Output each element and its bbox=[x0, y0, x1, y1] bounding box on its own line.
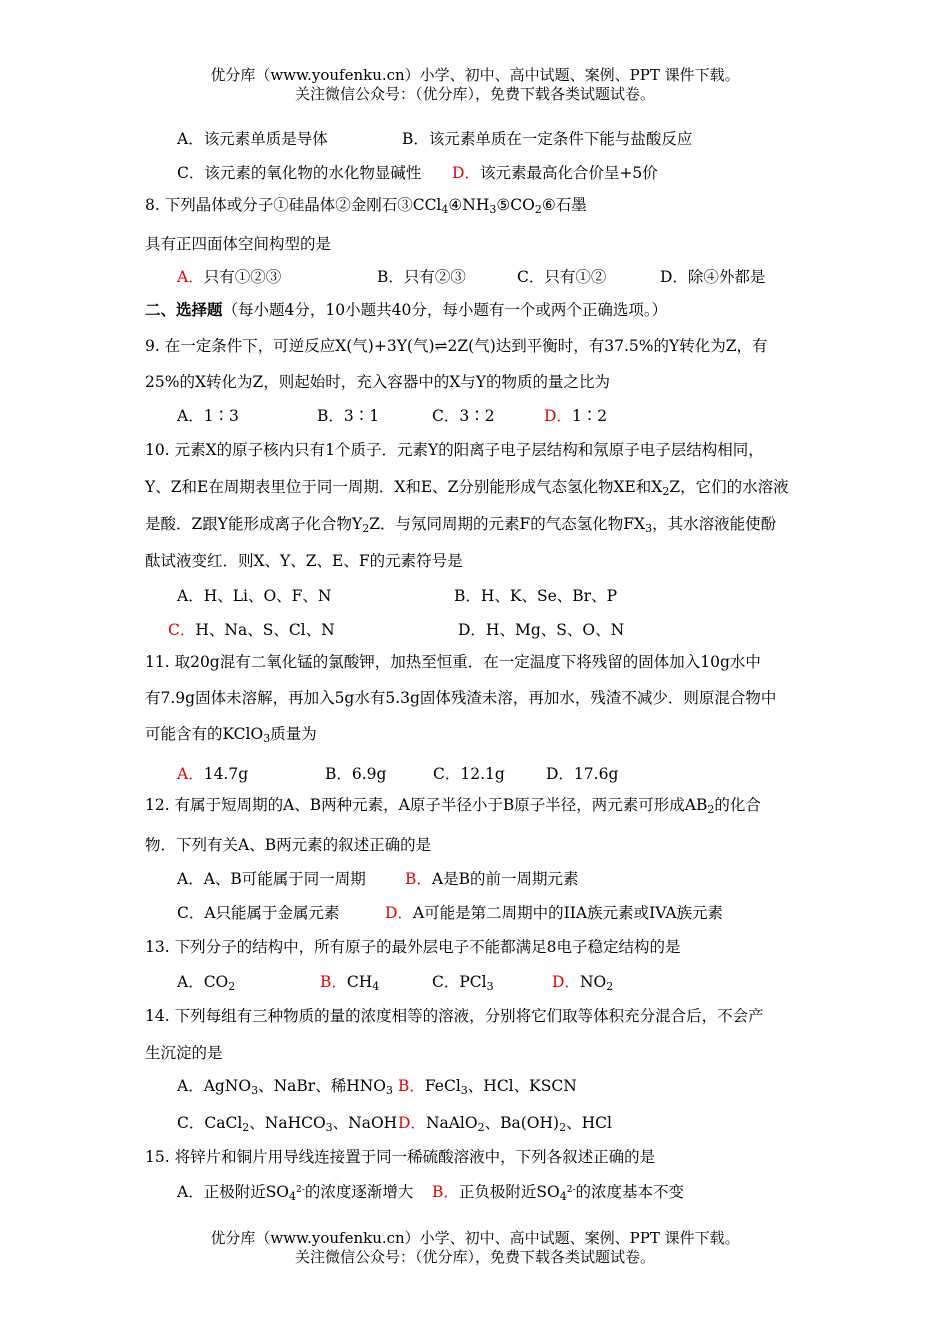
q14-text: 、Ba(OH) bbox=[484, 1114, 560, 1132]
q8-stem-text: 8. 下列晶体或分子①硅晶体②金刚石③CCl bbox=[145, 196, 442, 214]
q13-stem: 13. 下列分子的结构中，所有原子的最外层电子不能都满足8电子稳定结构的是 bbox=[145, 938, 681, 956]
q15-text: 正负极附近SO bbox=[458, 1183, 560, 1201]
footer-line-2: 关注微信公众号：（优分库），免费下载各类试题试卷。 bbox=[294, 1248, 655, 1266]
q11-option-b: B．6.9g bbox=[325, 765, 387, 783]
q8-stem-text: ⑤CO bbox=[496, 196, 535, 214]
q12-option-d bbox=[385, 901, 723, 923]
q9-stem bbox=[145, 334, 768, 356]
q13-option-a bbox=[177, 970, 235, 993]
q14-stem-line-1: 14. 下列每组有三种物质的量的浓度相等的溶液，分别将它们取等体积充分混合后，不会产 bbox=[145, 1007, 764, 1025]
q8-option-a bbox=[177, 265, 281, 287]
q15-text: A．正极附近SO bbox=[177, 1183, 290, 1201]
q13-option-b-text: CH bbox=[346, 973, 373, 991]
q14-text: 、HCl、KSCN bbox=[467, 1077, 577, 1095]
subscript: 2 bbox=[707, 803, 715, 816]
q7-option-b: B．该元素单质在一定条件下能与盐酸反应 bbox=[402, 130, 693, 148]
q15-option-b bbox=[432, 1180, 684, 1203]
subscript: 2 bbox=[559, 1121, 567, 1134]
q8-answer-marker: A． bbox=[177, 268, 204, 286]
subscript: 3 bbox=[486, 980, 494, 993]
subscript: 2 bbox=[534, 203, 542, 216]
q10-stem-line-1: 10. 元素X的原子核内只有1个质子．元素Y的阳离子电子层结构和氖原子电子层结构相同， bbox=[145, 441, 764, 459]
q13-option-c bbox=[432, 970, 494, 993]
superscript: 2- bbox=[296, 1185, 305, 1195]
q8-option-d: D．除④外都是 bbox=[660, 268, 766, 286]
q14-text: C．CaCl bbox=[177, 1114, 243, 1132]
subscript: 4 bbox=[441, 203, 449, 216]
q11-answer-marker: A． bbox=[177, 765, 204, 783]
header-line-2: 关注微信公众号：（优分库），免费下载各类试题试卷。 bbox=[294, 85, 655, 103]
q11-option-a-text: 14.7g bbox=[203, 765, 249, 783]
section-2-title: 二、选择题 bbox=[145, 300, 223, 319]
q9-stem-line-2: 25%的X转化为Z，则起始时，充入容器中的X与Y的物质的量之比为 bbox=[145, 373, 611, 391]
section-2-heading bbox=[145, 298, 667, 320]
q12-text: 的化合 bbox=[714, 796, 761, 814]
q14-text: A．AgNO bbox=[177, 1077, 252, 1095]
q14-answer-marker-d: D． bbox=[398, 1114, 426, 1132]
q13-option-d bbox=[552, 970, 613, 993]
q13-answer-marker-b: B． bbox=[320, 973, 347, 991]
subscript: 3 bbox=[460, 1084, 468, 1097]
subscript: 2 bbox=[362, 522, 370, 535]
subscript: 2 bbox=[242, 1121, 250, 1134]
q8-stem bbox=[145, 193, 587, 216]
q11-stem-line-1: 11. 取20g混有二氧化锰的氯酸钾，加热至恒重．在一定温度下将残留的固体加入10g水中 bbox=[145, 653, 761, 671]
q13-answer-marker-d: D． bbox=[552, 973, 580, 991]
q10-option-a: A．H、Li、O、F、N bbox=[177, 587, 332, 605]
q14-option-d bbox=[398, 1111, 612, 1134]
subscript: 2 bbox=[228, 980, 236, 993]
section-2-note: （每小题4分，10小题共40分，每小题有一个或两个正确选项。） bbox=[222, 301, 668, 319]
page-footer bbox=[0, 1229, 950, 1267]
q7-answer-marker: D． bbox=[452, 164, 480, 182]
superscript: 2- bbox=[566, 1185, 576, 1195]
q14-text: 、NaBr、稀HNO bbox=[258, 1077, 386, 1095]
q14-text: 、HCl bbox=[566, 1114, 612, 1132]
q12-stem-line-1 bbox=[145, 793, 761, 816]
q15-answer-marker: B． bbox=[432, 1183, 459, 1201]
q10-text: Z．与氖同周期的元素F的气态氢化物FX bbox=[369, 515, 646, 533]
q8-option-c: C．只有①② bbox=[517, 268, 607, 286]
page-header bbox=[0, 66, 950, 104]
q7-option-a: A．该元素单质是导体 bbox=[177, 130, 328, 148]
q8-stem-line-2: 具有正四面体空间构型的是 bbox=[145, 235, 332, 253]
q11-option-c: C．12.1g bbox=[433, 765, 505, 783]
q7-option-d-text: 该元素最高化合价呈+5价 bbox=[479, 164, 658, 182]
subscript: 3 bbox=[263, 732, 271, 745]
q10-option-b: B．H、K、Se、Br、P bbox=[454, 587, 618, 605]
q15-text: 的浓度基本不变 bbox=[575, 1183, 685, 1201]
q12-option-c: C．A只能属于金属元素 bbox=[177, 904, 340, 922]
q12-text: 12. 有属于短周期的A、B两种元素，A原子半径小于B原子半径，两元素可形成AB bbox=[145, 796, 708, 814]
subscript: 3 bbox=[251, 1084, 259, 1097]
q8-stem-text: ④NH bbox=[448, 196, 490, 214]
subscript: 2 bbox=[662, 485, 670, 498]
subscript: 3 bbox=[385, 1084, 393, 1097]
footer-line-1: 优分库（www.youfenku.cn）小学、初中、高中试题、案例、PPT 课件下载。 bbox=[210, 1229, 740, 1247]
q9-stem-text: 2Z(气)达到平衡时，有37.5%的Y转化为Z，有 bbox=[447, 337, 768, 355]
q15-option-a bbox=[177, 1180, 413, 1203]
q8-stem-text: ⑥石墨 bbox=[541, 196, 587, 214]
q10-stem-line-4: 酞试液变红．则X、Y、Z、E、F的元素符号是 bbox=[145, 552, 463, 570]
q12-answer-marker-b: B． bbox=[405, 870, 432, 888]
q10-text: Z，它们的水溶液 bbox=[669, 478, 789, 496]
q12-option-d-text: A可能是第二周期中的IIA族元素或IVA族元素 bbox=[412, 904, 724, 922]
q14-option-a bbox=[177, 1074, 393, 1097]
subscript: 3 bbox=[325, 1121, 333, 1134]
q11-stem-line-2: 有7.9g固体未溶解，再加入5g水有5.3g固体残渣未溶，再加水，残渣不减少．则原混合物中 bbox=[145, 689, 777, 707]
q9-option-b: B．3∶1 bbox=[317, 407, 380, 425]
q8-option-a-text: 只有①②③ bbox=[203, 268, 282, 286]
subscript: 3 bbox=[489, 203, 497, 216]
q15-text: 的浓度逐渐增大 bbox=[304, 1183, 414, 1201]
q10-text: 是酸．Z跟Y能形成离子化合物Y bbox=[145, 515, 363, 533]
q10-text: ，其水溶液能使酚 bbox=[652, 515, 777, 533]
q8-option-b: B．只有②③ bbox=[377, 268, 466, 286]
q10-option-c bbox=[168, 618, 335, 640]
q11-option-d: D．17.6g bbox=[546, 765, 619, 783]
q10-answer-marker: C． bbox=[168, 621, 196, 639]
q13-option-c-text: C．PCl bbox=[432, 973, 487, 991]
q13-option-a-text: A．CO bbox=[177, 973, 229, 991]
subscript: 2 bbox=[477, 1121, 485, 1134]
q11-stem-line-3 bbox=[145, 722, 317, 745]
q12-answer-marker-d: D． bbox=[385, 904, 413, 922]
q13-option-d-text: NO bbox=[579, 973, 607, 991]
q15-stem: 15. 将锌片和铜片用导线连接置于同一稀硫酸溶液中，下列各叙述正确的是 bbox=[145, 1148, 656, 1166]
q12-option-b bbox=[405, 867, 578, 889]
subscript: 3 bbox=[645, 522, 653, 535]
subscript: 4 bbox=[372, 980, 380, 993]
q10-option-d: D．H、Mg、S、O、N bbox=[458, 621, 625, 639]
header-line-1: 优分库（www.youfenku.cn）小学、初中、高中试题、案例、PPT 课件下载。 bbox=[210, 66, 740, 84]
q10-option-c-text: H、Na、S、Cl、N bbox=[195, 621, 335, 639]
q10-stem-line-2 bbox=[145, 475, 789, 498]
q10-text: Y、Z和E在周期表里位于同一周期．X和E、Z分别能形成气态氢化物XE和X bbox=[145, 478, 663, 496]
q10-stem-line-3 bbox=[145, 512, 776, 535]
q14-text: 、NaOH bbox=[332, 1114, 398, 1132]
q14-stem-line-2: 生沉淀的是 bbox=[145, 1044, 223, 1062]
q12-option-b-text: A是B的前一周期元素 bbox=[431, 870, 579, 888]
q7-option-c: C．该元素的氧化物的水化物显碱性 bbox=[177, 164, 422, 182]
q14-answer-marker-b: B． bbox=[398, 1077, 425, 1095]
q9-option-d-text: 1∶2 bbox=[571, 407, 608, 425]
q13-option-b bbox=[320, 970, 379, 993]
subscript: 2 bbox=[606, 980, 614, 993]
q14-text: FeCl bbox=[424, 1077, 461, 1095]
q9-answer-marker: D． bbox=[544, 407, 572, 425]
q12-option-a: A．A、B可能属于同一周期 bbox=[177, 870, 366, 888]
q14-text: 、NaHCO bbox=[249, 1114, 326, 1132]
subscript: 4 bbox=[559, 1190, 567, 1203]
q9-option-a: A．1∶3 bbox=[177, 407, 239, 425]
q11-text: 质量为 bbox=[270, 725, 317, 743]
q9-option-d bbox=[544, 404, 607, 426]
q14-text: NaAlO bbox=[425, 1114, 478, 1132]
subscript: 4 bbox=[289, 1190, 297, 1203]
q9-option-c: C．3∶2 bbox=[432, 407, 495, 425]
q11-text: 可能含有的KClO bbox=[145, 725, 264, 743]
q9-stem-text: 9. 在一定条件下，可逆反应X(气)+3Y(气) bbox=[145, 337, 435, 355]
q7-option-d bbox=[452, 161, 658, 183]
q11-option-a bbox=[177, 762, 248, 784]
equilibrium-arrow-icon: ⇌ bbox=[434, 337, 448, 355]
q14-option-c bbox=[177, 1111, 397, 1134]
q14-option-b bbox=[398, 1074, 577, 1097]
q12-stem-line-2: 物．下列有关A、B两元素的叙述正确的是 bbox=[145, 836, 432, 854]
